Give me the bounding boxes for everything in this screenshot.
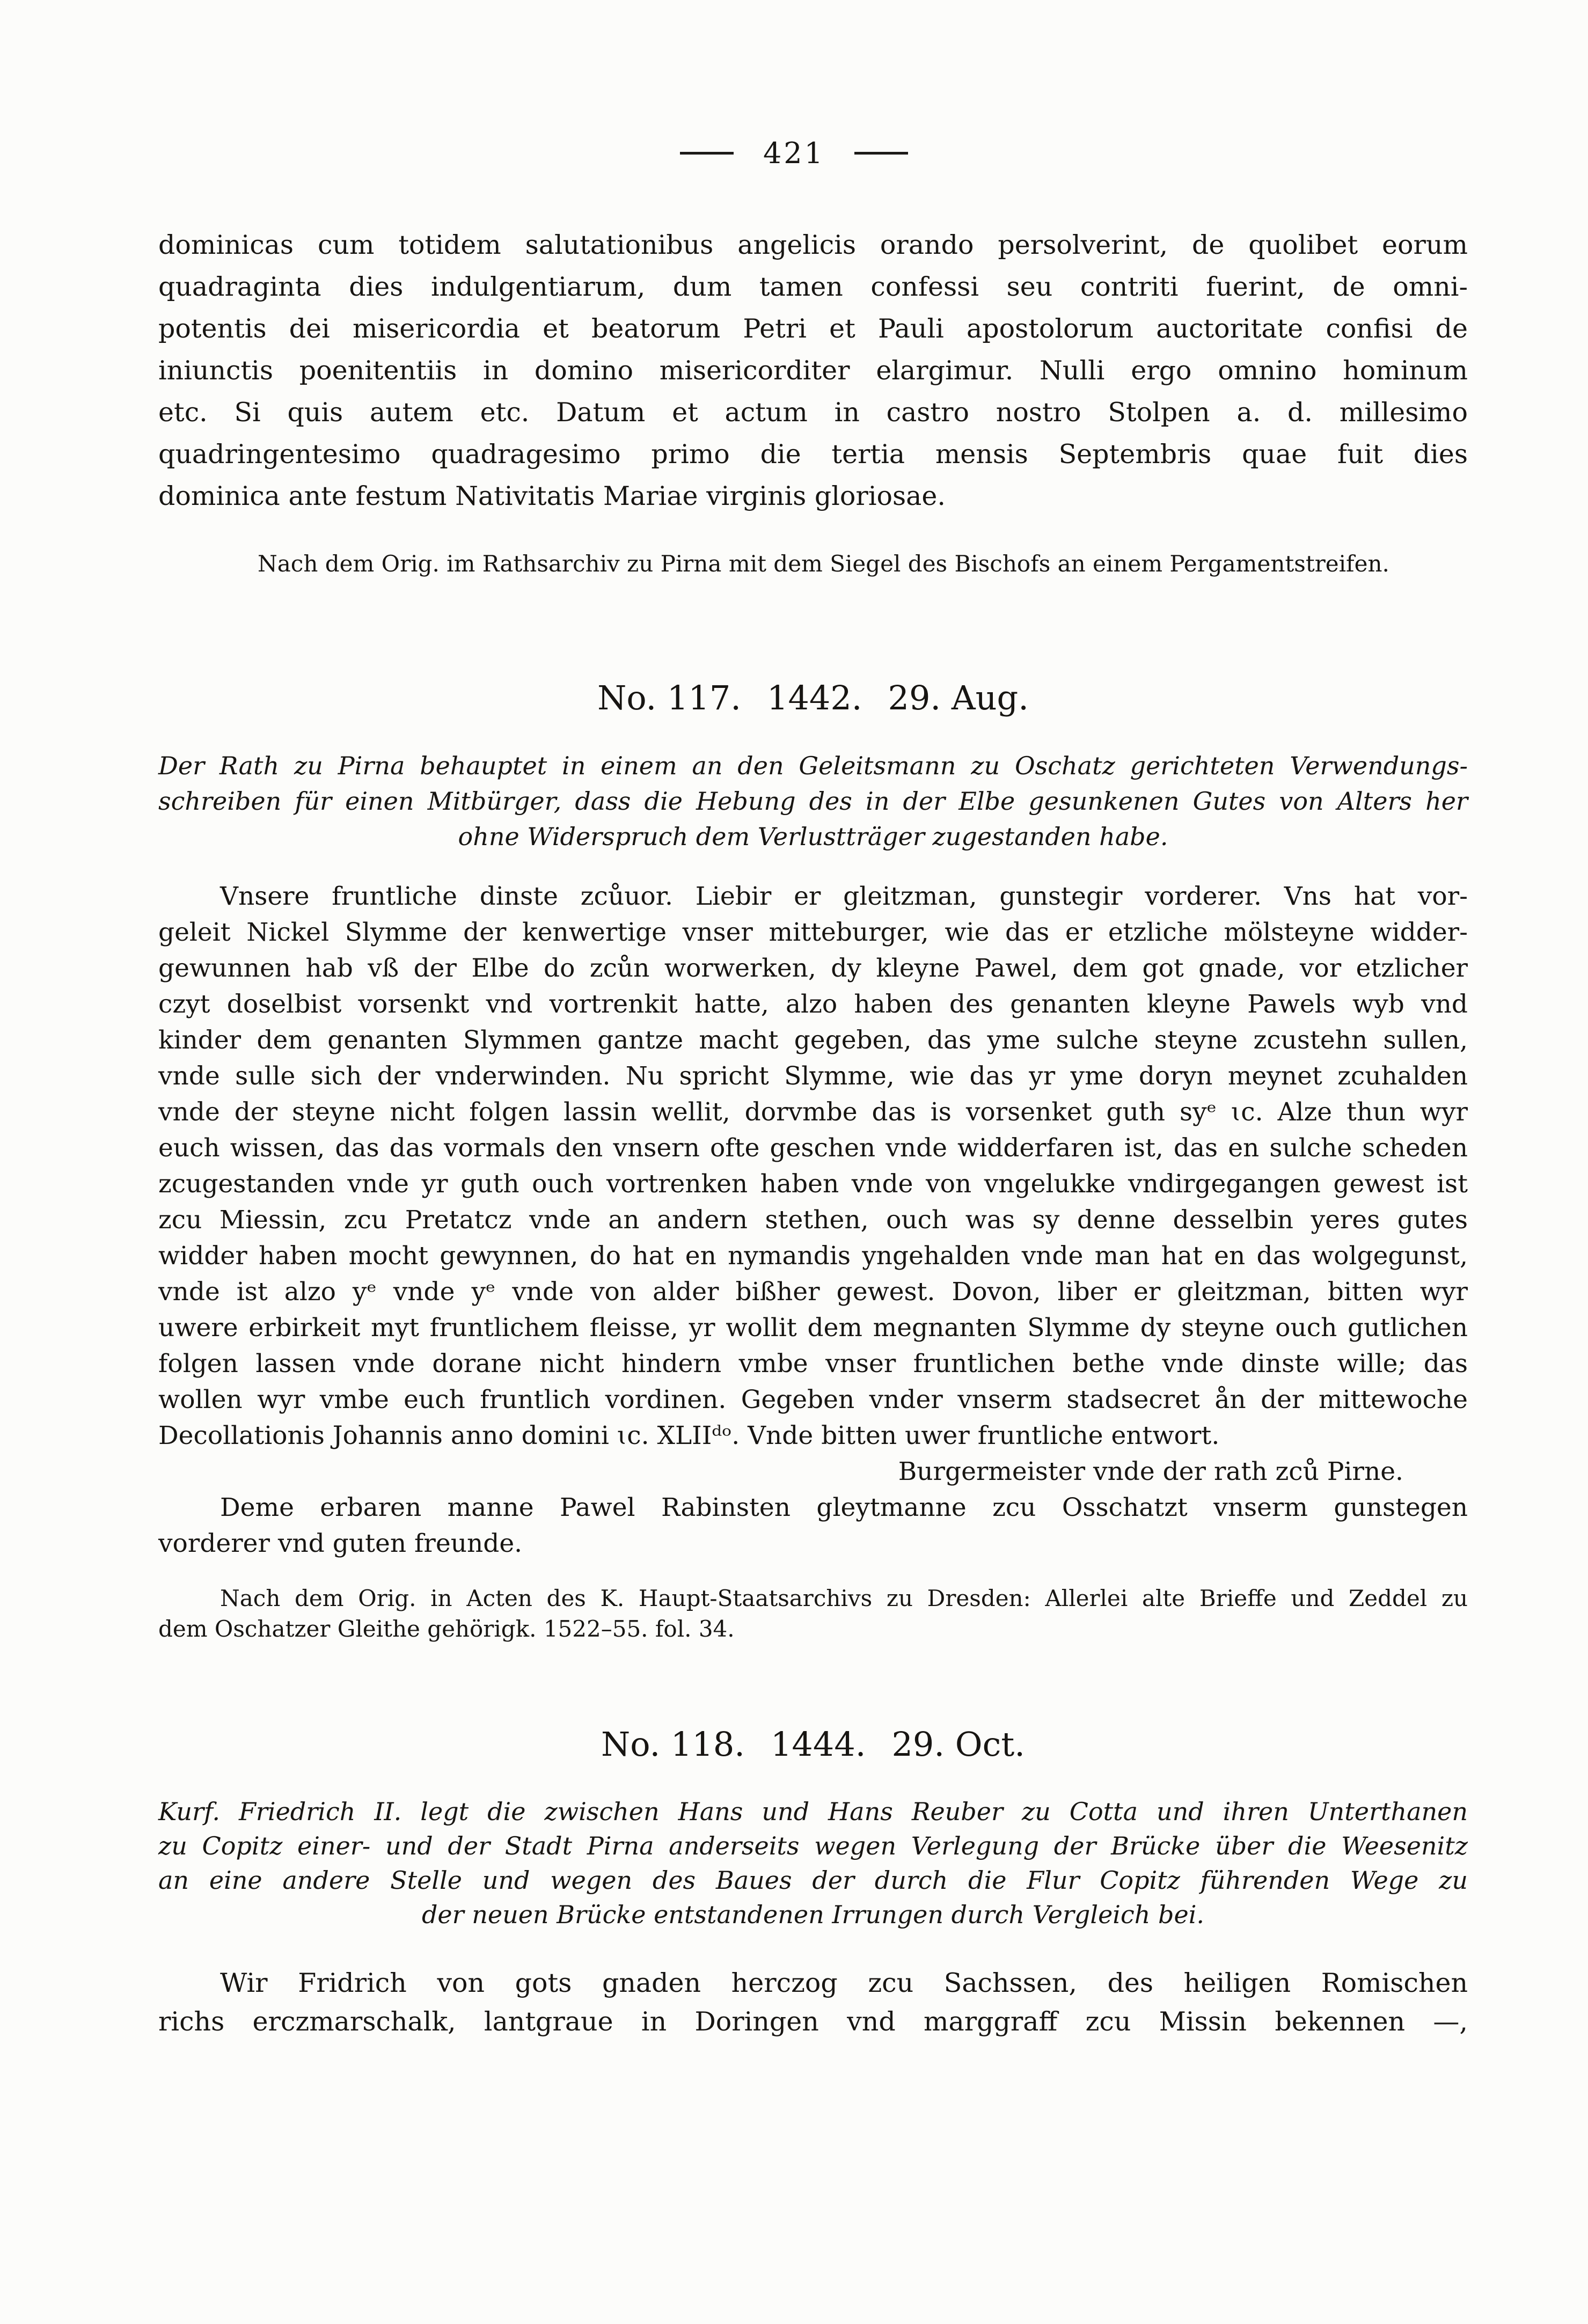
entry-year: 1444. — [770, 1725, 866, 1764]
body-line: uwere erbirkeit myt fruntlichem fleisse, yr wollit dem megnanten Slymme dy steyne ouch gutlichen — [158, 1313, 1468, 1343]
summary-line: der neuen Brücke entstandenen Irrungen durch Vergleich bei. — [421, 1900, 1205, 1929]
entry-118-summary — [158, 1794, 1468, 1932]
entry-118-heading — [158, 1725, 1468, 1773]
latin-paragraph — [158, 224, 1468, 517]
page-number-rule-left — [680, 152, 734, 155]
summary-line: Der Rath zu Pirna behauptet in einem an den Geleitsmann zu Oschatz gerichteten Verwendungs- — [158, 751, 1468, 780]
summary-line: Kurf. Friedrich II. legt die zwischen Hans und Hans Reuber zu Cotta und ihren Unterthanen — [158, 1797, 1468, 1826]
body-line: wollen wyr vmbe euch fruntlich vordinen. Gegeben vnder vnserm stadsecret ån der mittewoche — [158, 1385, 1468, 1414]
paragraph-line: etc. Si quis autem etc. Datum et actum in castro nostro Stolpen a. d. millesimo — [158, 397, 1468, 428]
entry-117-heading — [158, 678, 1468, 727]
body-line: Vnsere fruntliche dinste zcůuor. Liebir er gleitzman, gunstegir vorderer. Vns hat vor- — [220, 882, 1468, 911]
body-line: Wir Fridrich von gots gnaden herczog zcu Sachssen, des heiligen Romischen — [220, 1968, 1468, 1998]
entry-date: 29. Aug. — [888, 678, 1029, 717]
body-line: vnde ist alzo yᵉ vnde yᵉ vnde von alder bißher gewest. Dovon, liber er gleitzman, bitten wyr — [158, 1277, 1468, 1307]
page-header — [0, 135, 1588, 171]
paragraph-line: dominica ante festum Nativitatis Mariae virginis gloriosae. — [158, 481, 946, 511]
summary-line: schreiben für einen Mitbürger, dass die Hebung des in der Elbe gesunkenen Gutes von Alters her — [158, 787, 1468, 816]
summary-line: an eine andere Stelle und wegen des Baues der durch die Flur Copitz führenden Wege zu — [158, 1866, 1468, 1895]
body-line: czyt doselbist vorsenkt vnd vortrenkit hatte, alzo haben des genanten kleyne Pawels wyb vnd — [158, 989, 1468, 1019]
summary-line: zu Copitz einer- und der Stadt Pirna anderseits wegen Verlegung der Brücke über die Weesenitz — [158, 1831, 1468, 1860]
scanned-book-page — [0, 135, 1588, 2324]
entry-year: 1442. — [767, 678, 862, 717]
entry-117-letter-body — [158, 878, 1468, 1561]
body-line: gewunnen hab vß der Elbe do zcůn worwerken, dy kleyne Pawel, dem got gnade, vor etzlicher — [158, 954, 1468, 983]
body-line: widder haben mocht gewynnen, do hat en nymandis yngehalden vnde man hat en das wolgegunst, — [158, 1241, 1468, 1271]
entry-number: No. 118. — [601, 1725, 745, 1764]
entry-number: No. 117. — [597, 678, 742, 717]
paragraph-line: quadringentesimo quadragesimo primo die tertia mensis Septembris quae fuit dies — [158, 439, 1468, 470]
entry-117-summary — [158, 748, 1468, 854]
body-line: kinder dem genanten Slymmen gantze macht gegeben, das yme sulche steyne zcustehn sullen, — [158, 1025, 1468, 1055]
page-number: 421 — [763, 136, 825, 170]
entry-118-letter-body — [158, 1964, 1468, 2041]
source-note-line: Nach dem Orig. in Acten des K. Haupt-Staatsarchivs zu Dresden: Allerlei alte Brieffe und Zeddel zu — [220, 1585, 1468, 1611]
body-line: zcugestanden vnde yr guth ouch vortrenken haben vnde von vngelukke vndirgegangen gewest ist — [158, 1169, 1468, 1199]
paragraph-line: potentis dei misericordia et beatorum Petri et Pauli apostolorum auctoritate confisi de — [158, 313, 1468, 344]
body-line: folgen lassen vnde dorane nicht hindern vmbe vnser fruntlichen bethe vnde dinste wille; das — [158, 1349, 1468, 1379]
body-line: richs erczmarschalk, lantgraue in Doringen vnd marggraff zcu Missin bekennen —, — [158, 2006, 1468, 2037]
paragraph-line: quadraginta dies indulgentiarum, dum tamen confessi seu contriti fuerint, de omni- — [158, 272, 1468, 302]
address-line: Deme erbaren manne Pawel Rabinsten gleytmanne zcu Osschatzt vnserm gunstegen — [220, 1493, 1468, 1522]
body-line: Decollationis Johannis anno domini ɩc. XLIIᵈᵒ. Vnde bitten uwer fruntliche entwort. — [158, 1421, 1220, 1450]
address-line: vorderer vnd guten freunde. — [158, 1529, 523, 1558]
body-line: vnde sulle sich der vnderwinden. Nu spricht Slymme, wie das yr yme doryn meynet zcuhalden — [158, 1061, 1468, 1091]
paragraph-line: dominicas cum totidem salutationibus angelicis orando persolverint, de quolibet eorum — [158, 230, 1468, 260]
entry-date: 29. Oct. — [891, 1725, 1025, 1764]
page-number-rule-right — [854, 152, 908, 155]
body-line: zcu Miessin, zcu Pretatcz vnde an andern stethen, ouch was sy denne desselbin yeres gutes — [158, 1205, 1468, 1235]
body-line: geleit Nickel Slymme der kenwertige vnser mitteburger, wie das er etzliche mölsteyne widder- — [158, 918, 1468, 947]
signature-line: Burgermeister vnde der rath zců Pirne. — [898, 1457, 1403, 1486]
body-line: euch wissen, das das vormals den vnsern ofte geschen vnde widderfaren ist, das en sulche scheden — [158, 1133, 1468, 1163]
body-line: vnde der steyne nicht folgen lassin wellit, dorvmbe das is vorsenket guth syᵉ ɩc. Alze thun wyr — [158, 1097, 1468, 1127]
summary-line: ohne Widerspruch dem Verlustträger zugestanden habe. — [458, 822, 1168, 851]
text-column — [158, 224, 1468, 2041]
source-note-line: dem Oschatzer Gleithe gehörigk. 1522–55. fol. 34. — [158, 1616, 735, 1642]
paragraph-line: iniunctis poenitentiis in domino misericorditer elargimur. Nulli ergo omnino hominum — [158, 355, 1468, 386]
source-note: Nach dem Orig. im Rathsarchiv zu Pirna mit dem Siegel des Bischofs an einem Pergamentstreifen. — [258, 551, 1389, 577]
source-note — [158, 1583, 1468, 1644]
